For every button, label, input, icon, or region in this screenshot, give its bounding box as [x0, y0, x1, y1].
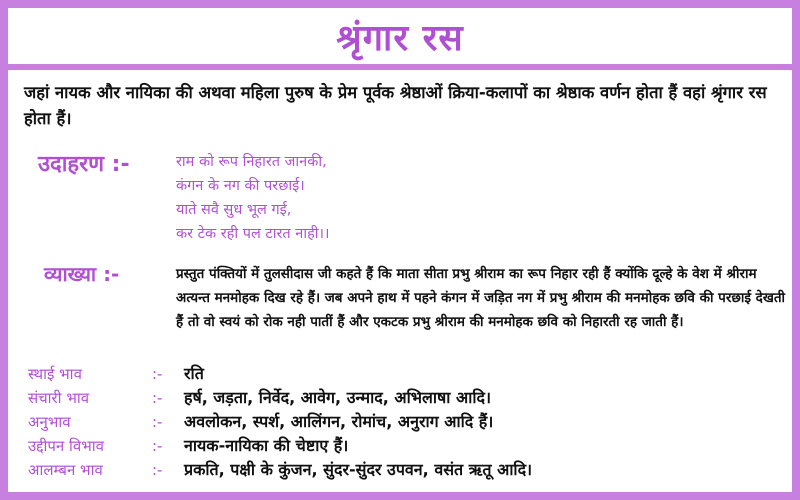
- verse-line: कंगन के नग की परछाई।: [176, 178, 305, 194]
- explanation-text: प्रस्तुत पंक्तियों में तुलसीदास जी कहते हैं कि माता सीता प्रभु श्रीराम का रूप निहार रही हैं क्योंकि दूल्हे के वेश में श्रीराम अत्यन्त मनमोहक दिख रहे हैं। जब अपने हाथ में पहने कंगन में जड़ित नग में प्रभु श्रीराम की मनमोहक छवि की परछाई देखती हैं तो वो स्वयं को रोक नही पातीं हैं और एकटक प्रभु श्रीराम की मनमोहक छवि को निहारती रह जाती हैं।: [176, 266, 786, 330]
- attribute-label: स्थाई भाव: [28, 365, 82, 383]
- attribute-label: उद्दीपन विभाव: [28, 437, 104, 455]
- attribute-value: अवलोकन, स्पर्श, आलिंगन, रोमांच, अनुराग आदि हैं।: [184, 412, 494, 431]
- definition-paragraph: जहां नायक और नायिका की अथवा महिला पुरुष के प्रेम पूर्वक श्रेष्ठाओं क्रिया-कलापों का श्रेष्ठाक वर्णन होता हैं वहां श्रृंगार रस होता हैं।: [24, 83, 767, 128]
- example-label: उदाहरण :-: [38, 152, 130, 177]
- attribute-label: संचारी भाव: [28, 389, 90, 407]
- attribute-row: [28, 458, 788, 482]
- attribute-row: [28, 362, 788, 386]
- attribute-separator: :-: [152, 365, 163, 383]
- attribute-separator: :-: [152, 389, 163, 407]
- attribute-value: प्रकति, पक्षी के कुंजन, सुंदर-सुंदर उपवन, वसंत ऋतू आदि।: [184, 460, 533, 479]
- page-title: श्रृंगार रस: [336, 17, 464, 59]
- attribute-separator: :-: [152, 437, 163, 455]
- rasa-attributes: [28, 362, 788, 482]
- explanation-label: व्याख्या :-: [44, 262, 120, 286]
- verse-line: याते सवै सुध भूल गई,: [176, 202, 292, 218]
- attribute-row: [28, 434, 788, 458]
- example-verse: [176, 150, 330, 246]
- attribute-label: अनुभाव: [28, 413, 71, 431]
- attribute-row: [28, 386, 788, 410]
- attribute-label: आलम्बन भाव: [28, 461, 103, 479]
- attribute-value: रति: [184, 364, 204, 383]
- verse-line: राम को रूप निहारत जानकी,: [176, 154, 327, 170]
- title-bar: [8, 8, 792, 70]
- attribute-value: हर्ष, जड़ता, निर्वेद, आवेग, उन्माद, अभिलाषा आदि।: [184, 388, 492, 407]
- attribute-separator: :-: [152, 461, 163, 479]
- verse-line: कर टेक रही पल टारत नाही।।: [176, 226, 330, 242]
- attribute-row: [28, 410, 788, 434]
- attribute-separator: :-: [152, 413, 163, 431]
- attribute-value: नायक-नायिका की चेष्टाए हैं।: [184, 436, 349, 455]
